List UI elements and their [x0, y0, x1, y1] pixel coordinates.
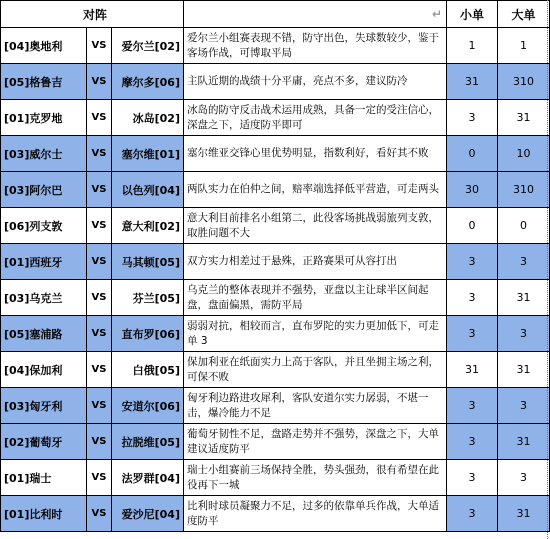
- big-pick-text: 1: [520, 39, 527, 52]
- small-pick: [447, 460, 498, 496]
- home-team: [1, 208, 87, 244]
- away-team-text: 意大利[02]: [121, 219, 180, 233]
- away-team: [112, 352, 184, 388]
- home-team: [1, 172, 87, 208]
- analysis-comment-text: 葡萄牙韧性不足，盘路走势并不强势，深盘之下，大单建议适度防平: [187, 427, 439, 455]
- big-pick: [498, 136, 550, 172]
- home-team: [1, 28, 87, 64]
- small-pick: [447, 136, 498, 172]
- home-team-text: [01]克罗地: [4, 111, 63, 125]
- analysis-comment: [184, 28, 447, 64]
- analysis-comment-text: 冰岛的防守反击战术运用成熟，具备一定的受注信心，深盘之下，适度防平即可: [187, 103, 439, 131]
- vs-label: [87, 352, 112, 388]
- away-team: [112, 460, 184, 496]
- away-team: [112, 136, 184, 172]
- analysis-comment-text: 双方实力相差过于悬殊，正路赛果可从容打出: [187, 255, 397, 267]
- small-pick: [447, 496, 498, 532]
- home-team: [1, 496, 87, 532]
- header-big: [498, 1, 550, 28]
- vs-label-text: VS: [91, 40, 107, 51]
- vs-label: [87, 64, 112, 100]
- home-team: [1, 280, 87, 316]
- away-team-text: 以色列[04]: [121, 183, 180, 197]
- small-pick-text: 3: [468, 111, 476, 124]
- small-pick: [447, 100, 498, 136]
- small-pick: [447, 208, 498, 244]
- analysis-comment: [184, 100, 447, 136]
- away-team-text: 白俄[05]: [132, 363, 180, 377]
- vs-label: [87, 424, 112, 460]
- vs-label-text: VS: [91, 184, 107, 195]
- away-team-text: 拉脱维[05]: [121, 435, 180, 449]
- home-team-text: [05]塞浦路: [4, 327, 63, 341]
- big-pick-text: 31: [516, 111, 531, 124]
- match-row: [1, 28, 550, 64]
- analysis-comment: [184, 244, 447, 280]
- home-team-text: [03]阿尔巴: [4, 183, 63, 197]
- vs-label: [87, 496, 112, 532]
- small-pick-text: 31: [465, 363, 479, 376]
- analysis-comment-text: 主队近期的战绩十分平庸，亮点不多，建议防冷: [187, 75, 408, 87]
- match-row: [1, 316, 550, 352]
- analysis-comment-text: 塞尔维亚交锋心里优势明显，指数利好，看好其不败: [187, 147, 429, 159]
- big-pick-text: 3: [520, 399, 527, 412]
- away-team: [112, 28, 184, 64]
- big-pick: [498, 64, 550, 100]
- small-pick: [447, 352, 498, 388]
- big-pick: [498, 388, 550, 424]
- analysis-comment: [184, 460, 447, 496]
- away-team: [112, 424, 184, 460]
- match-row: [1, 208, 550, 244]
- header-return-mark: ↵: [431, 7, 442, 21]
- vs-label: [87, 460, 112, 496]
- match-row: [1, 496, 550, 532]
- match-row: [1, 100, 550, 136]
- vs-label: [87, 244, 112, 280]
- analysis-comment-text: 保加利亚在纸面实力上高于客队，并且坐拥主场之利，可保不败: [187, 355, 439, 383]
- vs-label-text: VS: [91, 112, 107, 123]
- small-pick: [447, 280, 498, 316]
- small-pick-text: 0: [468, 147, 476, 160]
- big-pick-text: 31: [516, 363, 531, 376]
- vs-label-text: VS: [91, 256, 107, 267]
- small-pick: [447, 172, 498, 208]
- vs-label: [87, 100, 112, 136]
- away-team: [112, 316, 184, 352]
- home-team-text: [03]威尔士: [4, 147, 63, 161]
- away-team-text: 塞尔维[01]: [121, 147, 180, 161]
- vs-label-text: VS: [91, 400, 107, 411]
- big-pick: [498, 244, 550, 280]
- big-pick: [498, 424, 550, 460]
- analysis-comment-text: 乌克兰的整体表现并不强势，亚盘以主让球半区间起盘，盘面偏黑，需防平局: [187, 283, 429, 311]
- away-team-text: 安道尔[06]: [121, 399, 180, 413]
- away-team: [112, 64, 184, 100]
- match-row: [1, 172, 550, 208]
- small-pick-text: 3: [468, 291, 476, 304]
- vs-label-text: VS: [91, 508, 107, 519]
- home-team: [1, 352, 87, 388]
- analysis-comment: [184, 64, 447, 100]
- home-team: [1, 460, 87, 496]
- vs-label: [87, 388, 112, 424]
- vs-label: [87, 172, 112, 208]
- analysis-comment: [184, 496, 447, 532]
- big-pick-text: 31: [516, 507, 531, 520]
- home-team-text: [01]瑞士: [4, 471, 52, 485]
- away-team-text: 直布罗[06]: [121, 327, 180, 341]
- small-pick-text: 3: [468, 255, 476, 268]
- big-pick-text: 31: [516, 291, 531, 304]
- vs-label: [87, 280, 112, 316]
- big-pick: [498, 28, 550, 64]
- vs-label-text: VS: [91, 148, 107, 159]
- home-team-text: [03]匈牙利: [4, 399, 63, 413]
- home-team-text: [01]比利时: [4, 507, 63, 521]
- home-team-text: [06]列支敦: [4, 219, 63, 233]
- vs-label-text: VS: [91, 364, 107, 375]
- header-matchup: [1, 1, 184, 28]
- big-pick-text: 310: [513, 183, 534, 196]
- analysis-comment: [184, 352, 447, 388]
- away-team: [112, 388, 184, 424]
- analysis-comment: [184, 280, 447, 316]
- match-row: [1, 424, 550, 460]
- header-matchup-label: 对阵: [83, 7, 108, 22]
- home-team-text: [03]乌克兰: [4, 291, 63, 305]
- vs-label-text: VS: [91, 220, 107, 231]
- small-pick: [447, 424, 498, 460]
- header-small-label: 小单: [459, 7, 484, 22]
- away-team: [112, 172, 184, 208]
- small-pick-text: 3: [468, 435, 476, 448]
- home-team: [1, 64, 87, 100]
- header-big-label: 大单: [511, 7, 536, 22]
- big-pick: [498, 100, 550, 136]
- vs-label: [87, 136, 112, 172]
- home-team-text: [04]奥地利: [4, 39, 63, 53]
- small-pick-text: 3: [468, 471, 476, 484]
- analysis-comment-text: 匈牙利边路进攻犀利，客队安道尔实力孱弱，不堪一击，爆冷能力不足: [187, 391, 429, 419]
- analysis-comment: [184, 316, 447, 352]
- away-team-text: 法罗群[04]: [121, 471, 180, 485]
- big-pick: [498, 460, 550, 496]
- away-team-text: 爱沙尼[04]: [121, 507, 180, 521]
- analysis-comment: [184, 136, 447, 172]
- analysis-comment-text: 弱弱对抗，相较而言，直布罗陀的实力更加低下，可走单 3: [187, 319, 439, 347]
- big-pick: [498, 280, 550, 316]
- vs-label-text: VS: [91, 76, 107, 87]
- analysis-comment: [184, 172, 447, 208]
- small-pick: [447, 28, 498, 64]
- away-team-text: 摩尔多[06]: [121, 75, 180, 89]
- small-pick-text: 3: [468, 327, 476, 340]
- analysis-comment-text: 爱尔兰小组赛表现不错，防守出色，失球数较少，鉴于客场作战，可博取平局: [187, 31, 439, 59]
- vs-label: [87, 28, 112, 64]
- home-team: [1, 100, 87, 136]
- big-pick-text: 10: [516, 147, 531, 160]
- big-pick-text: 310: [513, 75, 534, 88]
- home-team-text: [02]葡萄牙: [4, 435, 63, 449]
- big-pick-text: 3: [520, 255, 527, 268]
- home-team-text: [05]格鲁吉: [4, 75, 63, 89]
- vs-label-text: VS: [91, 328, 107, 339]
- match-row: [1, 280, 550, 316]
- home-team: [1, 136, 87, 172]
- small-pick-text: 3: [468, 507, 476, 520]
- away-team-text: 爱尔兰[02]: [121, 39, 180, 53]
- analysis-comment-text: 比利时球员凝聚力不足，过多的依靠单兵作战，大单适度防平: [187, 499, 439, 527]
- match-row: [1, 352, 550, 388]
- small-pick-text: 3: [468, 399, 476, 412]
- vs-label-text: VS: [91, 436, 107, 447]
- big-pick-text: 31: [516, 435, 531, 448]
- big-pick-text: 3: [520, 327, 527, 340]
- small-pick-text: 30: [465, 183, 479, 196]
- vs-label-text: VS: [91, 472, 107, 483]
- home-team: [1, 424, 87, 460]
- header-small: [447, 1, 498, 28]
- big-pick: [498, 172, 550, 208]
- big-pick: [498, 316, 550, 352]
- big-pick-text: 3: [520, 471, 527, 484]
- away-team: [112, 496, 184, 532]
- small-pick-text: 0: [468, 219, 476, 232]
- home-team-text: [04]保加利: [4, 363, 63, 377]
- match-row: [1, 136, 550, 172]
- right-edge-dotted-line: [547, 0, 549, 539]
- big-pick-text: 0: [520, 219, 527, 232]
- away-team: [112, 244, 184, 280]
- vs-label-text: VS: [91, 292, 107, 303]
- small-pick: [447, 64, 498, 100]
- header-row: [1, 1, 550, 28]
- match-row: [1, 244, 550, 280]
- vs-label: [87, 208, 112, 244]
- away-team: [112, 100, 184, 136]
- small-pick: [447, 316, 498, 352]
- home-team: [1, 388, 87, 424]
- match-row: [1, 64, 550, 100]
- match-row: [1, 388, 550, 424]
- small-pick-text: 31: [465, 75, 479, 88]
- home-team: [1, 316, 87, 352]
- away-team: [112, 280, 184, 316]
- match-row: [1, 460, 550, 496]
- small-pick-text: 1: [468, 39, 476, 52]
- header-comment-cell: [184, 1, 447, 28]
- away-team: [112, 208, 184, 244]
- small-pick: [447, 388, 498, 424]
- analysis-comment-text: 瑞士小组赛前三场保持全胜，势头强劲，很有希望在此役再下一城: [187, 463, 439, 491]
- vs-label: [87, 316, 112, 352]
- analysis-comment-text: 两队实力在伯仲之间，赔率端选择低平营造，可走两头: [187, 183, 439, 195]
- big-pick: [498, 496, 550, 532]
- away-team-text: 芬兰[05]: [132, 291, 180, 305]
- analysis-comment: [184, 424, 447, 460]
- away-team-text: 冰岛[02]: [132, 111, 180, 125]
- analysis-comment: [184, 388, 447, 424]
- analysis-comment: [184, 208, 447, 244]
- home-team-text: [01]西班牙: [4, 255, 63, 269]
- big-pick: [498, 208, 550, 244]
- small-pick: [447, 244, 498, 280]
- analysis-comment-text: 意大利目前排名小组第二，此役客场挑战弱旅列支敦，取胜问题不大: [187, 211, 439, 239]
- away-team-text: 马其顿[05]: [121, 255, 180, 269]
- big-pick: [498, 352, 550, 388]
- home-team: [1, 244, 87, 280]
